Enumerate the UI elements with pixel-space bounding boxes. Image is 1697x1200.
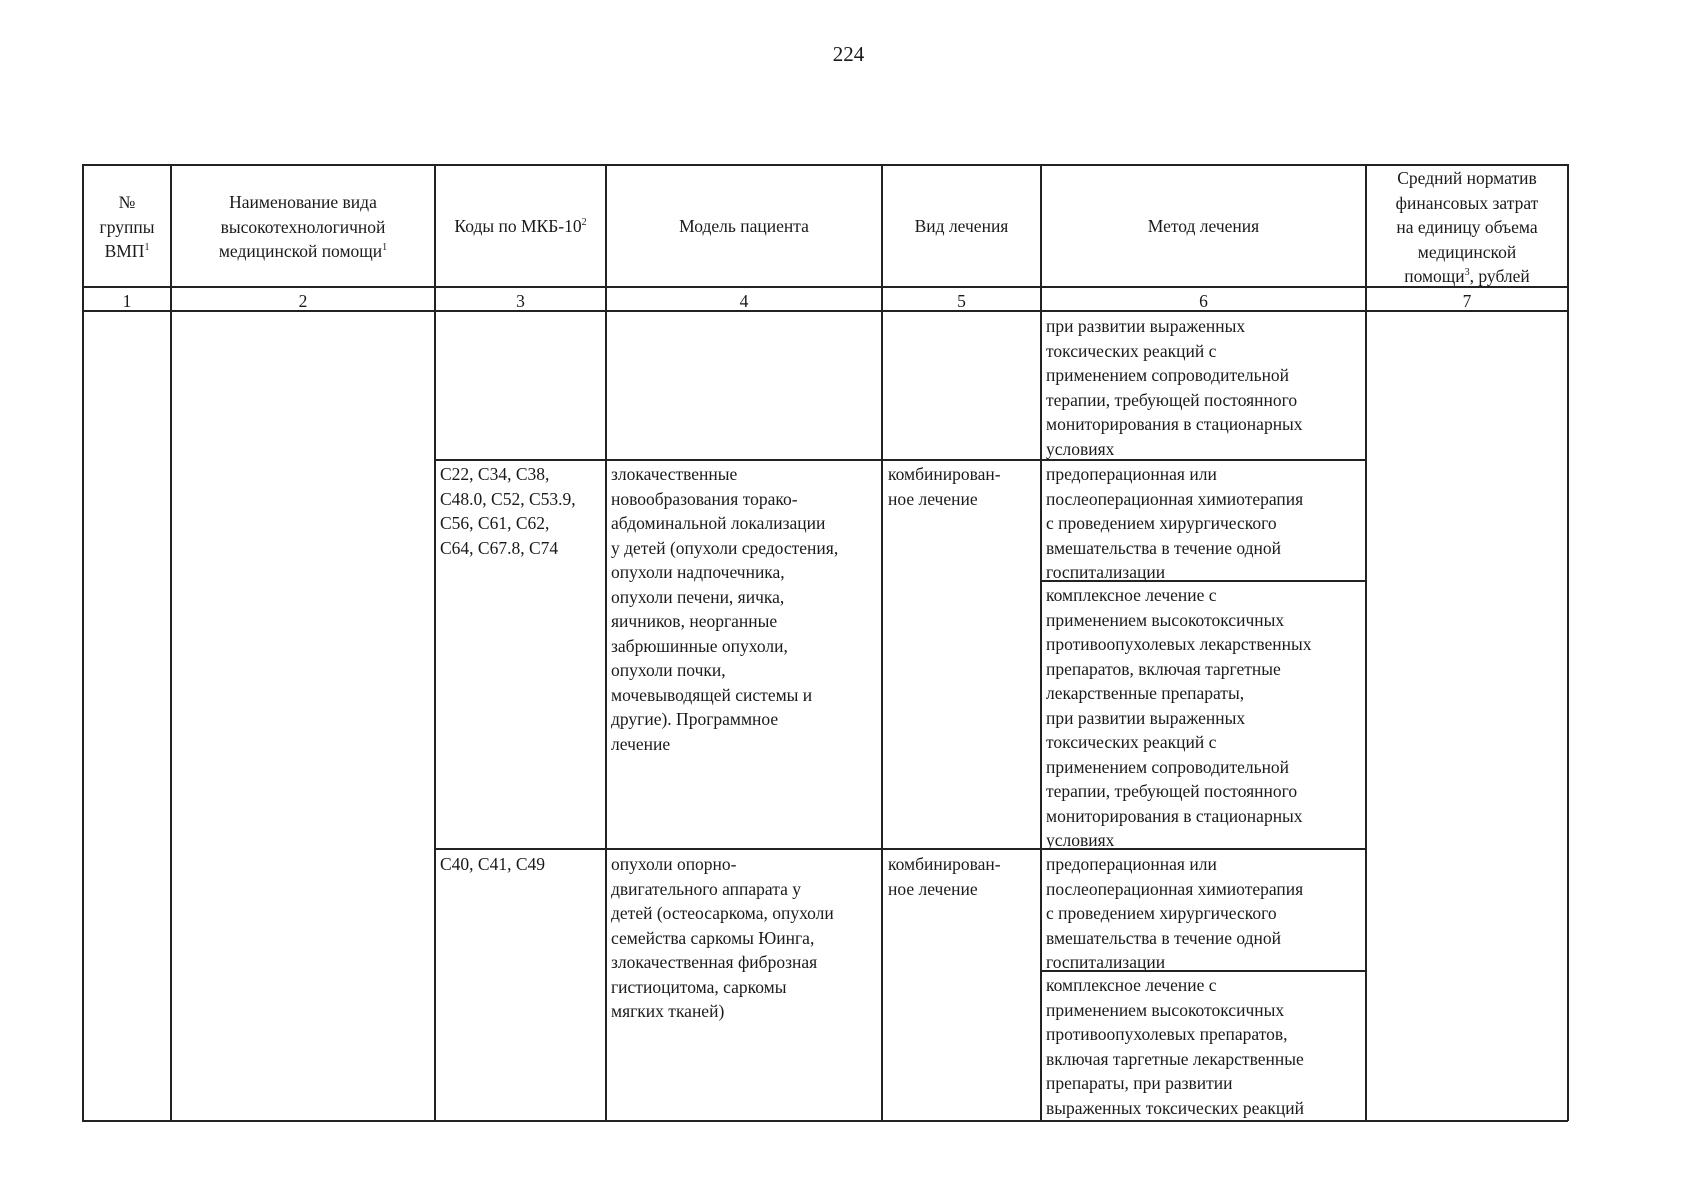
patient-model-line: опухоли почки, [611,660,726,680]
patient-model-line: другие). Программное [611,709,779,729]
header-col-5 [883,214,1040,239]
footnote-mark: 1 [144,242,150,254]
patient-model-line: опухоли опорно- [611,854,737,874]
method-line: терапии, требующей постоянного [1046,389,1298,410]
method-cell [1046,314,1303,461]
header-col-7-line-3: на единицу объема [1396,217,1538,237]
method-line: препаратов, включая таргетные [1046,658,1281,679]
patient-model-line: опухоли надпочечника, [611,562,785,582]
header-col-1-line-2: группы [99,216,155,237]
method-cell [1046,583,1312,853]
patient-model-line: семейства саркомы Юинга, [611,927,815,948]
header-col-7-line-4: медицинской [1417,241,1517,262]
header-col-2-line-1: Наименование вида [229,192,377,212]
patient-model-cell [611,852,834,1024]
footnote-mark: 3 [1464,267,1470,279]
footnote-mark: 2 [581,217,587,229]
column-number-7: 7 [1462,291,1472,311]
patient-model-line: злокачественные [611,464,738,484]
method-line: токсических реакций с [1046,732,1217,752]
footnote-mark: 1 [382,242,388,254]
method-line: при развитии выраженных [1046,707,1246,728]
method-line: токсических реакций с [1046,340,1217,361]
method-line: мониторирования в стационарных [1046,414,1303,434]
method-line: предоперационная или [1046,854,1217,874]
patient-model-line: абдоминальной локализации [611,513,826,533]
icd-code-line: C22, C34, C38, [440,464,550,484]
header-col-7 [1367,166,1567,289]
header-col-6 [1042,214,1365,239]
patient-model-line: лечение [611,733,671,754]
method-line: послеоперационная химиотерапия [1046,488,1304,509]
column-number-4: 4 [739,291,749,311]
table-top-border [82,164,1568,166]
treatment-type-cell [888,852,1001,901]
method-line: выраженных токсических реакций [1046,1097,1305,1118]
treatment-type-line: комбинирован- [888,464,1001,484]
column-number-2: 2 [298,291,308,311]
patient-model-line: двигательного аппарата у [611,878,801,899]
header-col-6-label: Метод лечения [1147,216,1260,236]
table-bottom-border [82,1120,1568,1122]
method-line: при развитии выраженных [1046,316,1246,336]
column-number-6: 6 [1199,291,1208,311]
page-number: 224 [832,42,865,66]
method-line: противоопухолевых препаратов, [1046,1024,1288,1044]
method-cell [1046,462,1303,585]
method-line: вмешательства в течение одной [1046,537,1282,558]
method-line: комплексное лечение с [1046,585,1217,605]
method-cell [1046,852,1303,975]
icd-code-line: C56, C61, C62, [440,513,550,533]
method-line: условиях [1046,830,1115,850]
method-line: включая таргетные лекарственные [1046,1048,1304,1069]
patient-model-line: забрюшинные опухоли, [611,635,788,656]
header-col-1-line-3: ВМП$^1$ [104,241,150,261]
header-col-2 [172,190,434,264]
patient-model-line: злокачественная фиброзная [611,952,818,972]
patient-model-line: мягких тканей) [611,1001,725,1021]
icd-code-line: C64, C67.8, C74 [440,537,559,558]
column-number-3: 3 [516,291,525,311]
icd-code-line: C40, C41, C49 [440,854,546,874]
method-line: вмешательства в течение одной [1046,927,1282,948]
header-col-3 [436,214,605,239]
treatment-type-line: ное лечение [888,878,978,899]
header-col-7-line-5: помощи$^3$, рублей [1404,266,1530,286]
method-line: применением сопроводительной [1046,756,1290,777]
header-col-7-line-1: Средний норматив [1397,168,1537,188]
method-line: терапии, требующей постоянного [1046,781,1298,801]
method-cell [1046,973,1304,1120]
method-line: противоопухолевых лекарственных [1046,634,1312,654]
method-line: комплексное лечение с [1046,975,1217,995]
method-line: госпитализации [1046,952,1166,972]
method-line: с проведением хирургического [1046,513,1277,533]
method-line: применением высокотоксичных [1046,999,1285,1020]
treatment-type-line: комбинирован- [888,854,1001,874]
icd-codes-cell [440,462,576,560]
header-col-1 [84,190,170,264]
header-col-5-label: Вид лечения [914,216,1009,236]
patient-model-cell [611,462,838,756]
method-line: условиях [1046,438,1115,459]
method-line: предоперационная или [1046,464,1217,484]
method-line: мониторирования в стационарных [1046,805,1303,826]
method-line: госпитализации [1046,562,1166,582]
method-line: с проведением хирургического [1046,903,1277,923]
method-line: применением сопроводительной [1046,365,1290,385]
column-number-1: 1 [122,291,132,311]
icd-code-line: C48.0, C52, C53.9, [440,488,576,509]
col-line-7 [1567,164,1569,1121]
header-col-2-line-3: медицинской помощи$^1$ [218,241,388,261]
patient-model-line: новообразования торако- [611,488,798,509]
header-col-4 [607,214,881,239]
header-col-4-label: Модель пациента [679,216,809,236]
patient-model-line: яичников, неорганные [611,611,778,631]
method-line: послеоперационная химиотерапия [1046,878,1304,899]
header-col-3-label: Коды по МКБ-10 [454,216,582,236]
header-col-7-line-2: финансовых затрат [1395,192,1539,213]
method-line: лекарственные препараты, [1046,683,1245,703]
method-line: применением высокотоксичных [1046,609,1285,630]
column-number-5: 5 [957,291,966,311]
header-col-1-line-1: № [118,192,136,212]
method-line: препараты, при развитии [1046,1073,1233,1093]
treatment-type-line: ное лечение [888,488,978,509]
header-col-2-line-2: высокотехнологичной [220,216,386,237]
icd-codes-cell [440,852,545,877]
patient-model-line: гистиоцитома, саркомы [611,976,787,997]
patient-model-line: мочевыводящей системы и [611,684,813,705]
treatment-type-cell [888,462,1001,511]
patient-model-line: у детей (опухоли средостения, [611,537,839,558]
patient-model-line: опухоли печени, яичка, [611,586,785,607]
header-bottom-line [82,286,1568,288]
patient-model-line: детей (остеосаркома, опухоли [611,903,834,923]
